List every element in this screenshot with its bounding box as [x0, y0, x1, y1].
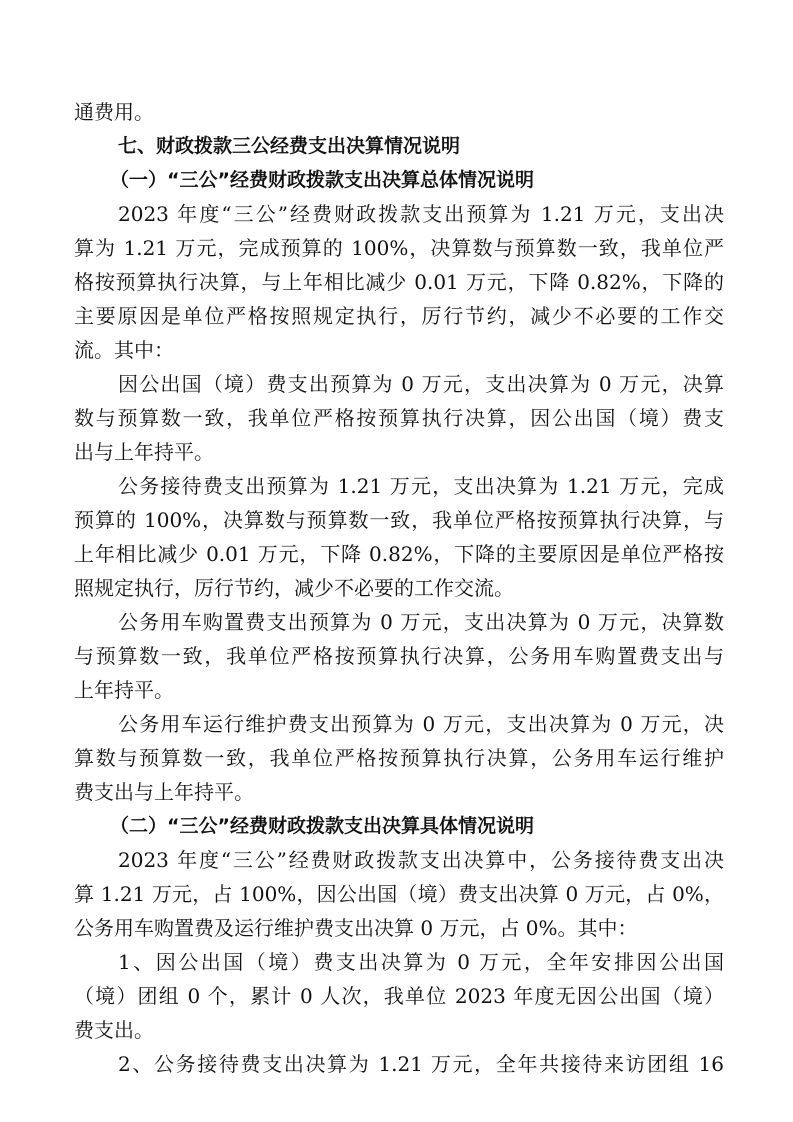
- text-line: 主要原因是单位严格按照规定执行，厉行节约，减少不必要的工作交: [74, 304, 724, 328]
- subsection-heading: （一）“三公”经费财政拨款支出决算总体情况说明: [110, 169, 534, 191]
- text-line: 通费用。: [74, 100, 154, 124]
- text-line: 公务接待费支出预算为 1.21 万元，支出决算为 1.21 万元，完成: [118, 474, 724, 498]
- text-line: 公务用车购置费支出预算为 0 万元，支出决算为 0 万元，决算数: [118, 610, 724, 634]
- text-line: 公务用车运行维护费支出预算为 0 万元，支出决算为 0 万元，决: [118, 712, 724, 736]
- subsection-heading: （二）“三公”经费财政拨款支出决算具体情况说明: [110, 815, 534, 837]
- text-line: 上年相比减少 0.01 万元，下降 0.82%，下降的主要原因是单位严格按: [74, 542, 724, 566]
- text-line: 2、公务接待费支出决算为 1.21 万元，全年共接待来访团组 16: [118, 1052, 724, 1076]
- text-line: 流。其中：: [74, 338, 174, 362]
- text-line: 费支出与上年持平。: [74, 780, 254, 804]
- text-line: 预算的 100%，决算数与预算数一致，我单位严格按预算执行决算，与: [74, 508, 724, 532]
- text-line: 算为 1.21 万元，完成预算的 100%，决算数与预算数一致，我单位严: [74, 236, 724, 260]
- text-line: 照规定执行，厉行节约，减少不必要的工作交流。: [74, 576, 514, 600]
- text-line: 1、因公出国（境）费支出决算为 0 万元，全年安排因公出国: [118, 950, 724, 974]
- text-line: 数与预算数一致，我单位严格按预算执行决算，因公出国（境）费支: [74, 406, 724, 430]
- text-line: 算数与预算数一致，我单位严格按预算执行决算，公务用车运行维护: [74, 746, 724, 770]
- text-line: 与预算数一致，我单位严格按预算执行决算，公务用车购置费支出与: [74, 644, 724, 668]
- text-line: 格按预算执行决算，与上年相比减少 0.01 万元，下降 0.82%，下降的: [74, 270, 724, 294]
- text-line: 2023 年度“三公”经费财政拨款支出预算为 1.21 万元，支出决: [118, 202, 724, 226]
- text-line: 上年持平。: [74, 678, 174, 702]
- text-line: 算 1.21 万元，占 100%，因公出国（境）费支出决算 0 万元，占 0%，: [74, 882, 724, 906]
- text-line: 出与上年持平。: [74, 440, 214, 464]
- text-line: 费支出。: [74, 1018, 154, 1042]
- section-heading: 七、财政拨款三公经费支出决算情况说明: [118, 135, 461, 157]
- text-line: （境）团组 0 个，累计 0 人次，我单位 2023 年度无因公出国（境）: [74, 984, 724, 1008]
- text-line: 公务用车购置费及运行维护费支出决算 0 万元，占 0%。其中：: [74, 916, 638, 940]
- text-line: 2023 年度“三公”经费财政拨款支出决算中，公务接待费支出决: [118, 848, 724, 872]
- text-line: 因公出国（境）费支出预算为 0 万元，支出决算为 0 万元，决算: [118, 372, 724, 396]
